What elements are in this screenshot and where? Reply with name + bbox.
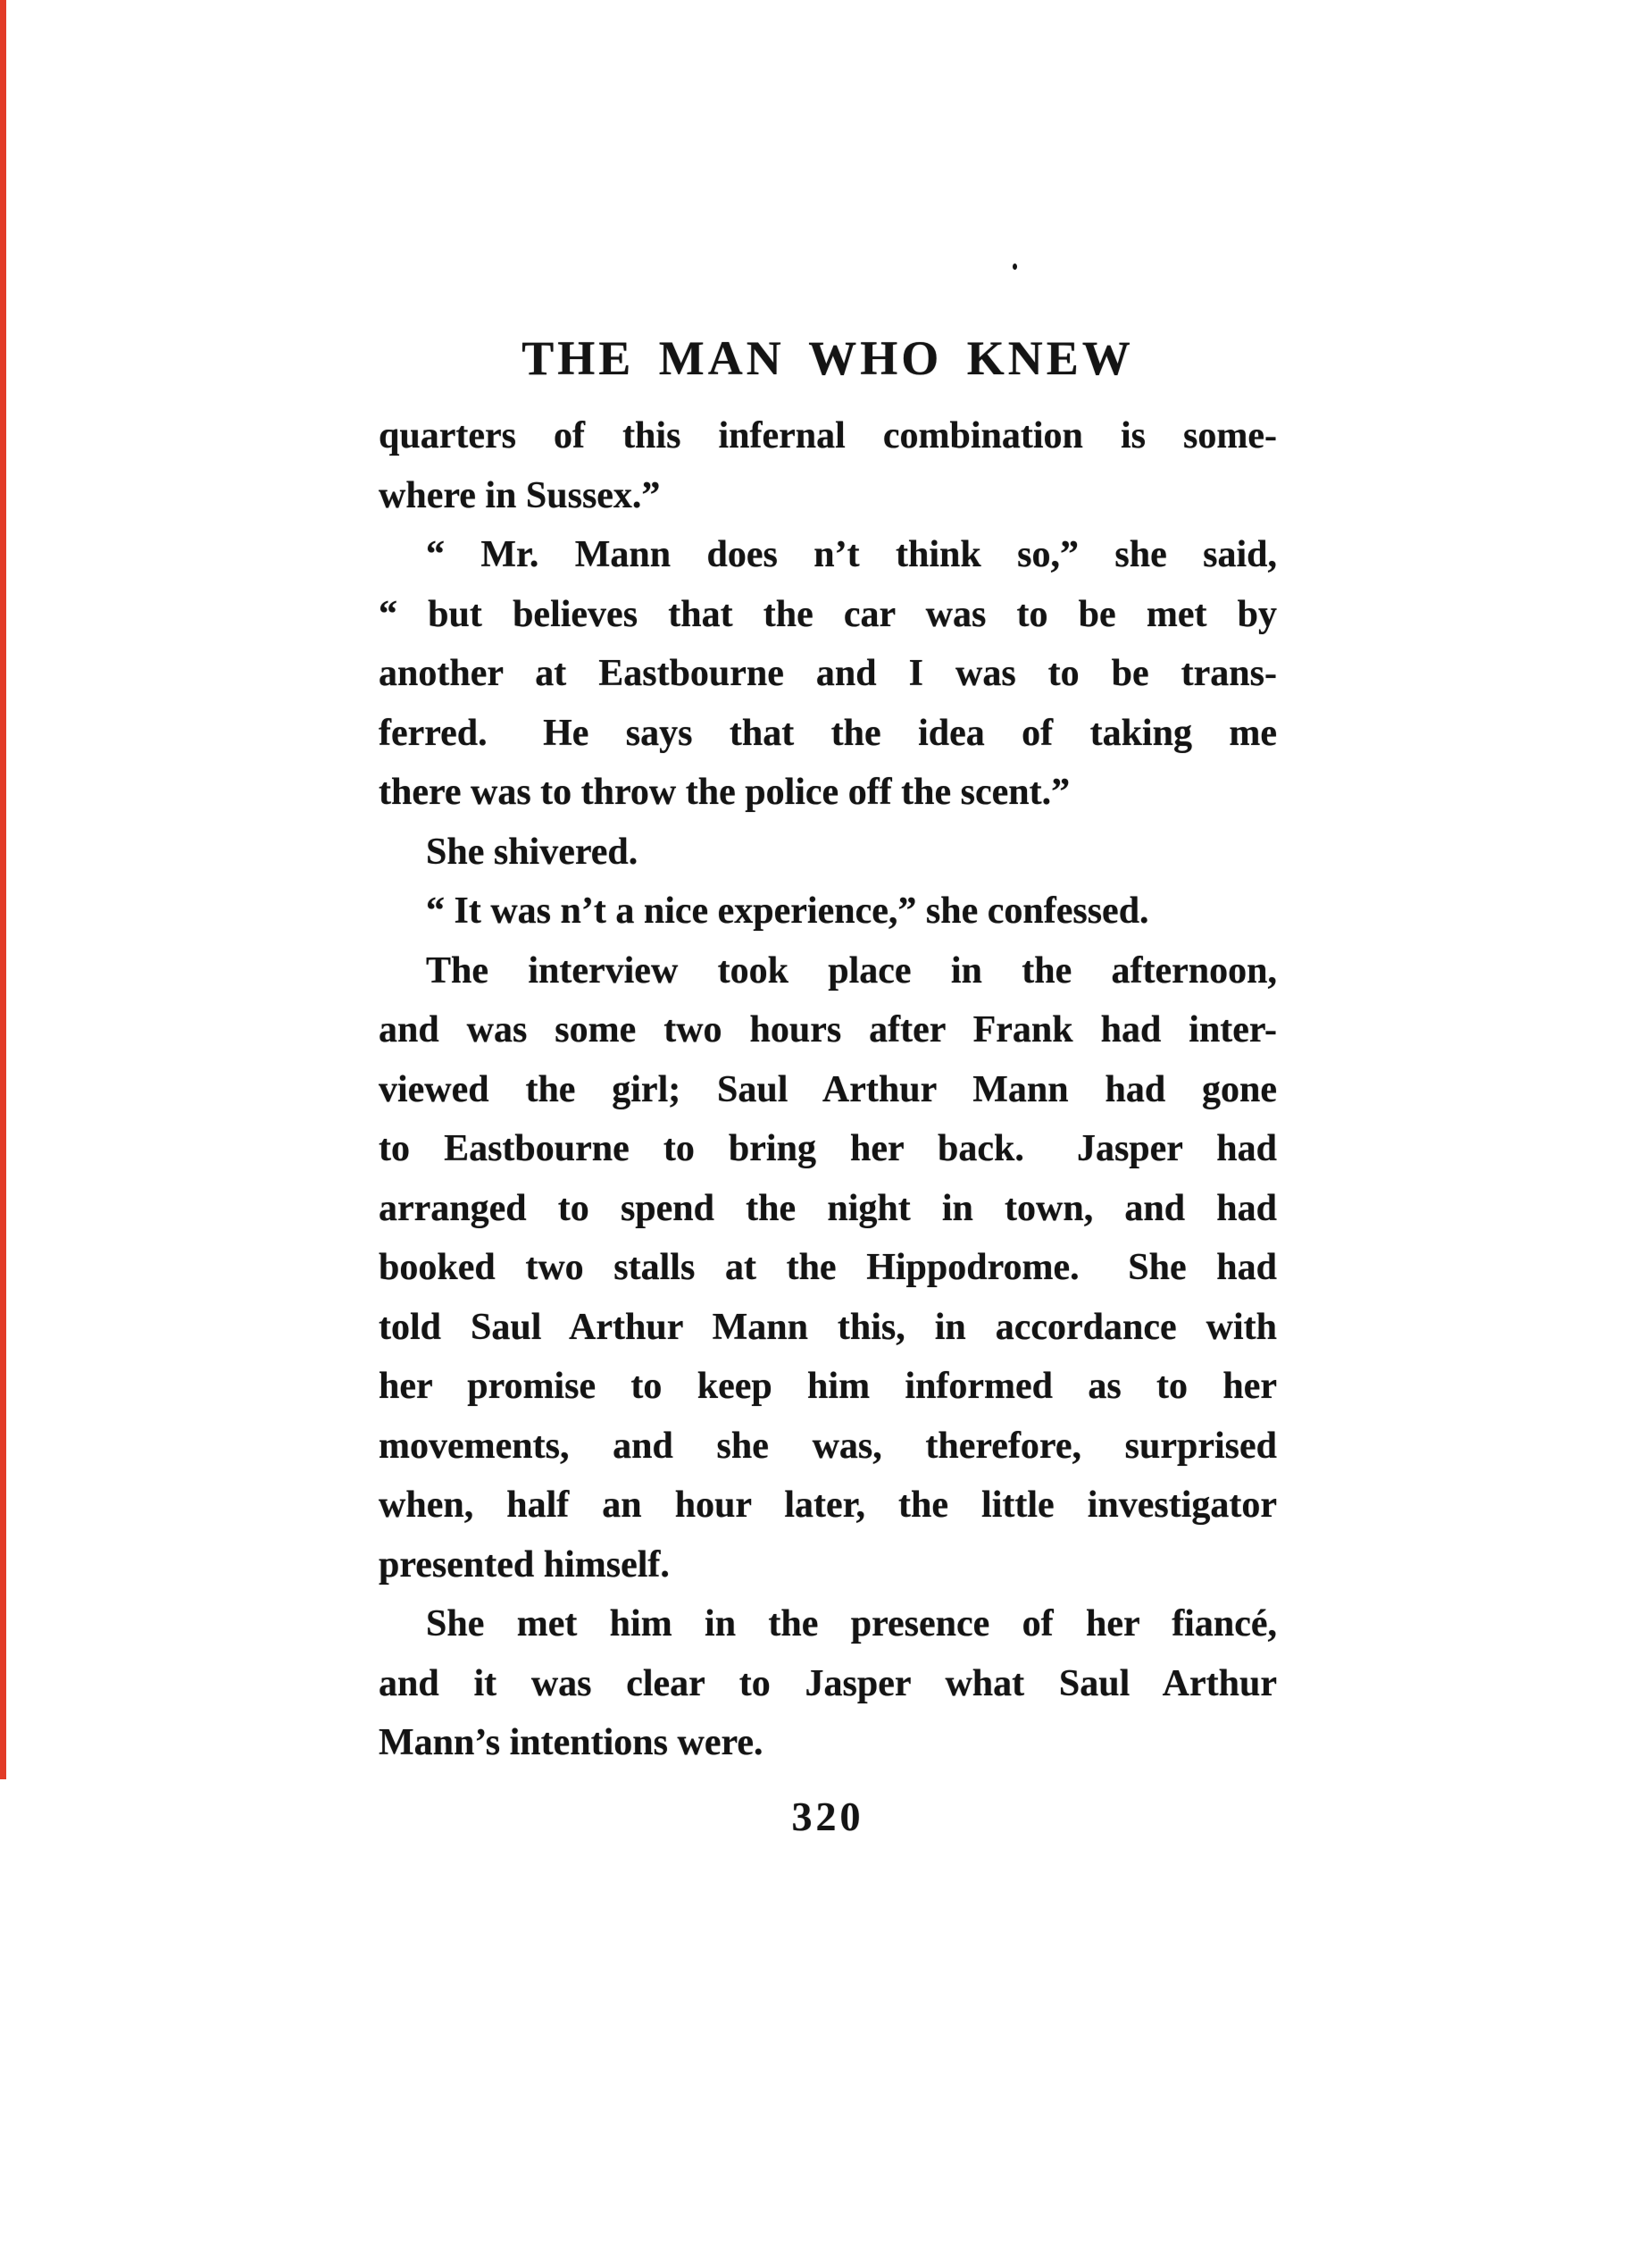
text-line: movements, and she was, therefore, surprised [379, 1425, 1277, 1467]
body-text [379, 406, 1277, 1773]
text-line: another at Eastbourne and I was to be trans- [379, 653, 1277, 694]
text-line: ferred. He says that the idea of taking me [379, 712, 1277, 754]
page-title: THE MAN WHO KNEW [521, 331, 1134, 385]
text-line: her promise to keep him informed as to her [379, 1366, 1277, 1407]
text-line: viewed the girl; Saul Arthur Mann had gone [379, 1068, 1277, 1110]
text-line: and it was clear to Jasper what Saul Arthur [379, 1662, 1277, 1704]
text-line: “ but believes that the car was to be met by [379, 593, 1277, 635]
text-line: where in Sussex.” [379, 474, 661, 516]
text-line: quarters of this infernal combination is some- [379, 415, 1277, 456]
text-line: “ It was n’t a nice experience,” she confessed. [426, 891, 1149, 932]
text-line: there was to throw the police off the scent.” [379, 772, 1071, 813]
ink-dot [1013, 264, 1017, 270]
text-line: Mann’s intentions were. [379, 1722, 763, 1763]
text-line: presented himself. [379, 1543, 670, 1585]
text-line: and was some two hours after Frank had inter- [379, 1009, 1277, 1050]
text-line: told Saul Arthur Mann this, in accordance with [379, 1306, 1277, 1348]
page-number: 320 [791, 1794, 864, 1839]
text-line: She shivered. [426, 831, 638, 873]
text-line: arranged to spend the night in town, and had [379, 1187, 1277, 1229]
text-line: The interview took place in the afternoon, [426, 949, 1277, 991]
text-line: “ Mr. Mann does n’t think so,” she said, [426, 534, 1277, 575]
text-line: when, half an hour later, the little investigator [379, 1485, 1277, 1526]
text-line: She met him in the presence of her fiancé, [426, 1603, 1277, 1644]
scan-edge-stripe [0, 0, 6, 1779]
text-line: booked two stalls at the Hippodrome. She had [379, 1247, 1277, 1288]
text-line: to Eastbourne to bring her back. Jasper had [379, 1128, 1277, 1169]
